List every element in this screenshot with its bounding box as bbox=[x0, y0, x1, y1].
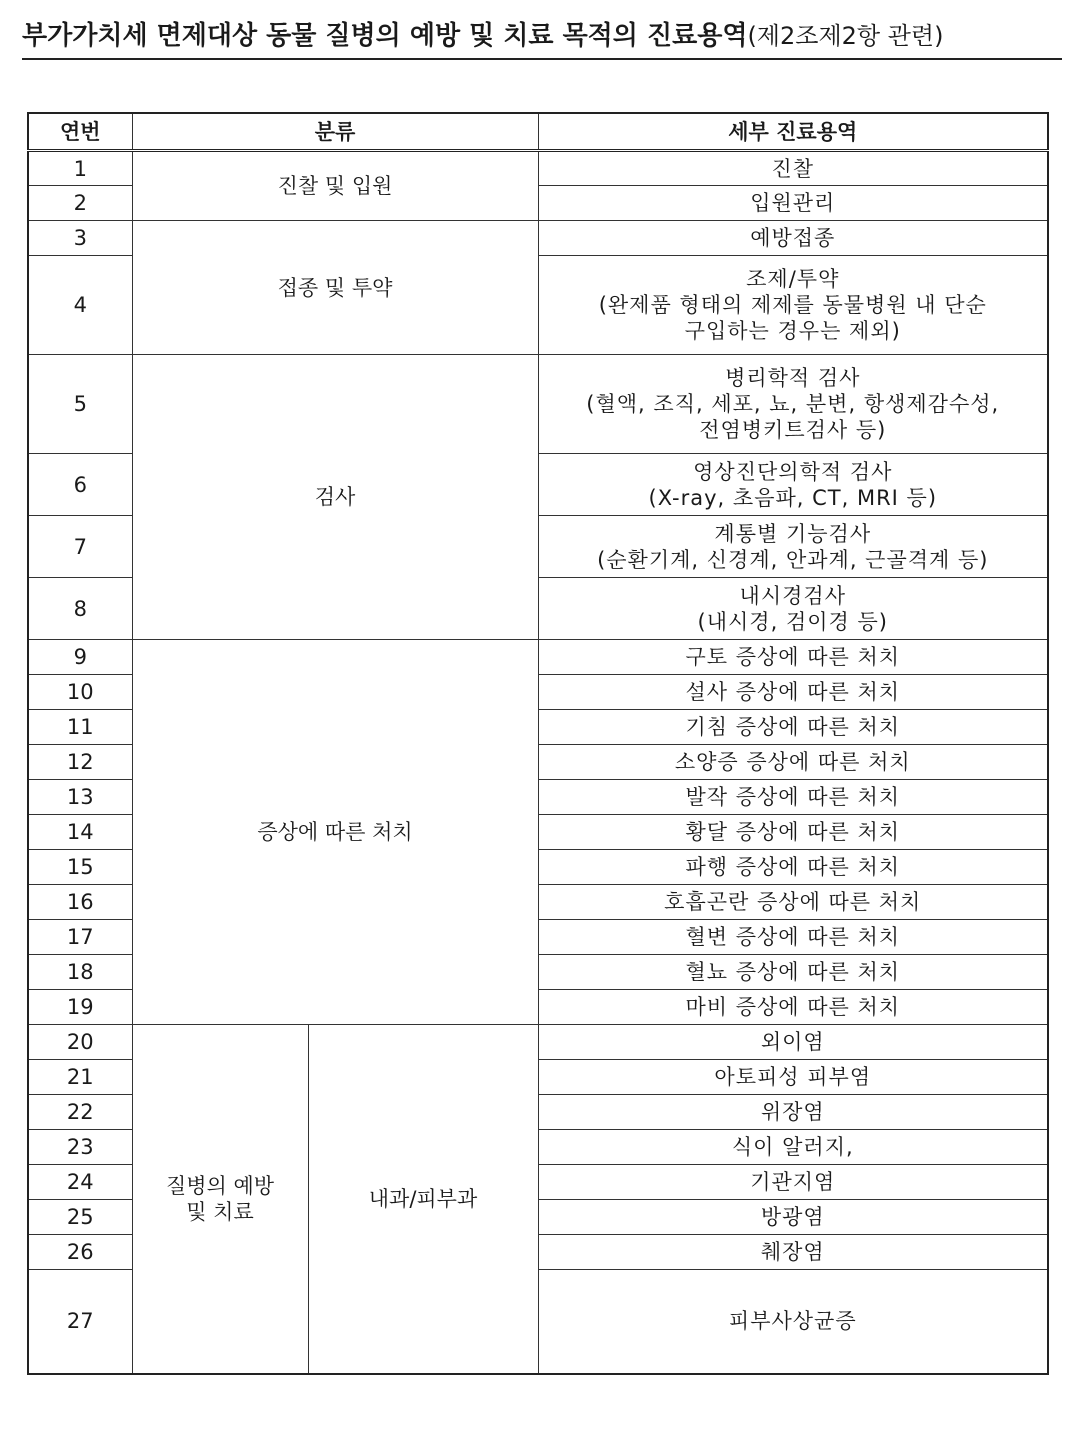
row-number: 8 bbox=[28, 578, 132, 640]
category-cell: 진찰 및 입원 bbox=[132, 151, 538, 221]
detail-cell: 외이염 bbox=[538, 1025, 1048, 1060]
row-number: 27 bbox=[28, 1270, 132, 1374]
row-number: 23 bbox=[28, 1130, 132, 1165]
row-number: 1 bbox=[28, 151, 132, 186]
row-number: 21 bbox=[28, 1060, 132, 1095]
detail-cell: 혈변 증상에 따른 처치 bbox=[538, 920, 1048, 955]
detail-cell: 조제/투약 (완제품 형태의 제제를 동물병원 내 단순 구입하는 경우는 제외) bbox=[538, 256, 1048, 355]
detail-cell: 아토피성 피부염 bbox=[538, 1060, 1048, 1095]
header-detail: 세부 진료용역 bbox=[538, 113, 1048, 151]
row-number: 15 bbox=[28, 850, 132, 885]
detail-cell: 호흡곤란 증상에 따른 처치 bbox=[538, 885, 1048, 920]
row-number: 5 bbox=[28, 355, 132, 454]
row-number: 14 bbox=[28, 815, 132, 850]
row-number: 2 bbox=[28, 186, 132, 221]
row-number: 3 bbox=[28, 221, 132, 256]
row-number: 16 bbox=[28, 885, 132, 920]
detail-cell: 기관지염 bbox=[538, 1165, 1048, 1200]
row-number: 17 bbox=[28, 920, 132, 955]
row-number: 12 bbox=[28, 745, 132, 780]
detail-cell: 피부사상균증 bbox=[538, 1270, 1048, 1374]
header-number: 연번 bbox=[28, 113, 132, 151]
row-number: 4 bbox=[28, 256, 132, 355]
category-cell: 질병의 예방 및 치료 bbox=[132, 1025, 308, 1374]
row-number: 20 bbox=[28, 1025, 132, 1060]
detail-cell: 기침 증상에 따른 처치 bbox=[538, 710, 1048, 745]
row-number: 10 bbox=[28, 675, 132, 710]
detail-cell: 혈뇨 증상에 따른 처치 bbox=[538, 955, 1048, 990]
category-cell: 접종 및 투약 bbox=[132, 221, 538, 355]
detail-cell: 설사 증상에 따른 처치 bbox=[538, 675, 1048, 710]
header-category: 분류 bbox=[132, 113, 538, 151]
row-number: 18 bbox=[28, 955, 132, 990]
table-header-row bbox=[28, 113, 1048, 151]
table-row bbox=[28, 151, 1048, 186]
table-row bbox=[28, 355, 1048, 454]
category-cell: 증상에 따른 처치 bbox=[132, 640, 538, 1025]
detail-cell: 발작 증상에 따른 처치 bbox=[538, 780, 1048, 815]
row-number: 24 bbox=[28, 1165, 132, 1200]
row-number: 6 bbox=[28, 454, 132, 516]
detail-cell: 위장염 bbox=[538, 1095, 1048, 1130]
service-table bbox=[27, 112, 1049, 1375]
detail-cell: 방광염 bbox=[538, 1200, 1048, 1235]
row-number: 9 bbox=[28, 640, 132, 675]
title-main: 부가가치세 면제대상 동물 질병의 예방 및 치료 목적의 진료용역 bbox=[22, 21, 748, 51]
detail-cell: 내시경검사 (내시경, 검이경 등) bbox=[538, 578, 1048, 640]
category-cell: 검사 bbox=[132, 355, 538, 640]
table-row bbox=[28, 640, 1048, 675]
row-number: 11 bbox=[28, 710, 132, 745]
row-number: 25 bbox=[28, 1200, 132, 1235]
detail-cell: 계통별 기능검사 (순환기계, 신경계, 안과계, 근골격계 등) bbox=[538, 516, 1048, 578]
detail-cell: 췌장염 bbox=[538, 1235, 1048, 1270]
detail-cell: 영상진단의학적 검사 (X-ray, 초음파, CT, MRI 등) bbox=[538, 454, 1048, 516]
row-number: 19 bbox=[28, 990, 132, 1025]
table-row bbox=[28, 221, 1048, 256]
title-suffix: (제2조제2항 관련) bbox=[747, 22, 944, 50]
row-number: 7 bbox=[28, 516, 132, 578]
detail-cell: 진찰 bbox=[538, 151, 1048, 186]
detail-cell: 소양증 증상에 따른 처치 bbox=[538, 745, 1048, 780]
detail-cell: 예방접종 bbox=[538, 221, 1048, 256]
detail-cell: 파행 증상에 따른 처치 bbox=[538, 850, 1048, 885]
row-number: 22 bbox=[28, 1095, 132, 1130]
detail-cell: 황달 증상에 따른 처치 bbox=[538, 815, 1048, 850]
detail-cell: 구토 증상에 따른 처치 bbox=[538, 640, 1048, 675]
subcategory-cell: 내과/피부과 bbox=[308, 1025, 538, 1374]
detail-cell: 병리학적 검사 (혈액, 조직, 세포, 뇨, 분변, 항생제감수성, 전염병키트검사 등) bbox=[538, 355, 1048, 454]
row-number: 26 bbox=[28, 1235, 132, 1270]
detail-cell: 마비 증상에 따른 처치 bbox=[538, 990, 1048, 1025]
detail-cell: 입원관리 bbox=[538, 186, 1048, 221]
detail-cell: 식이 알러지, bbox=[538, 1130, 1048, 1165]
table-row bbox=[28, 1025, 1048, 1060]
page-title bbox=[22, 14, 1062, 60]
row-number: 13 bbox=[28, 780, 132, 815]
